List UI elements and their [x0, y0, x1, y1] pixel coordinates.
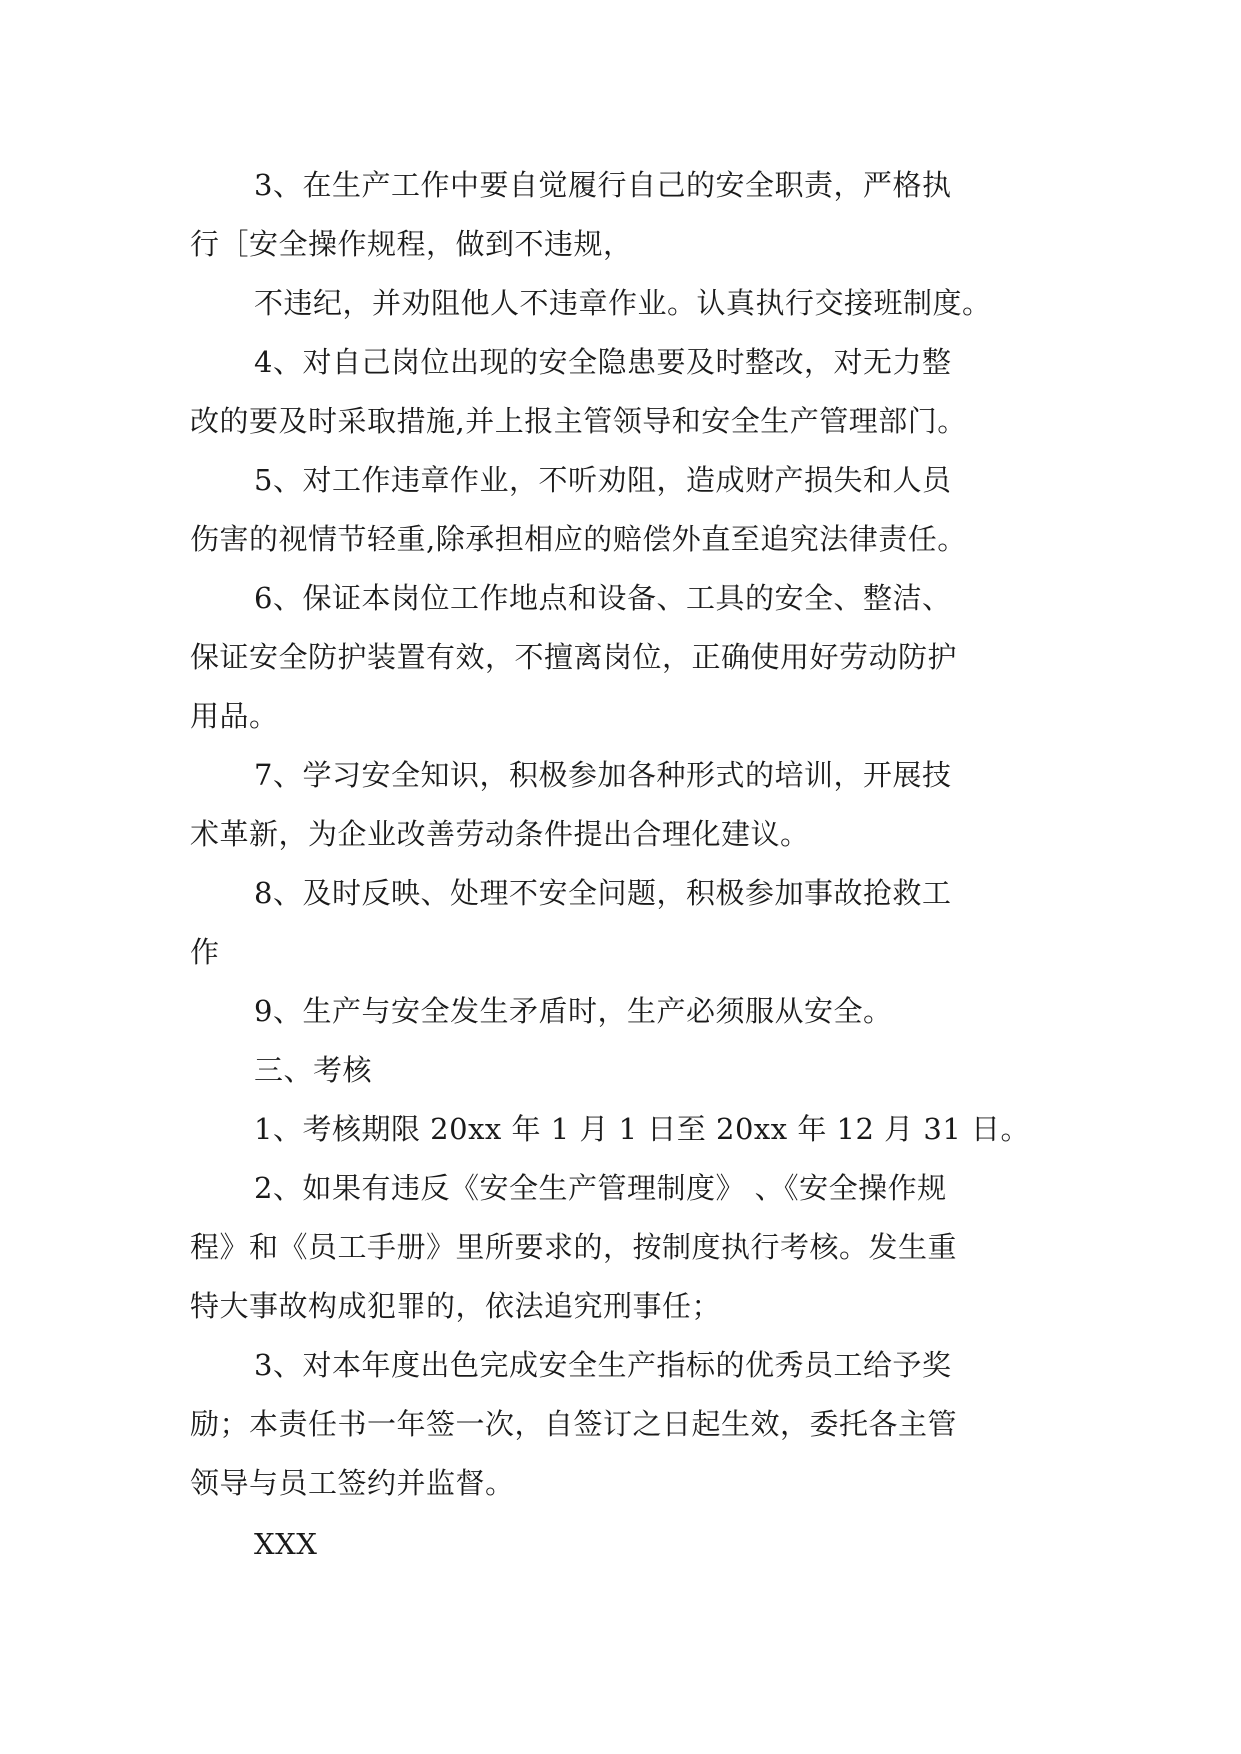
text-line-19: 程》和《员工手册》里所要求的，按制度执行考核。发生重	[190, 1230, 958, 1264]
text-line-23: 领导与员工签约并监督。	[190, 1466, 515, 1500]
text-line-4: 4、对自己岗位出现的安全隐患要及时整改，对无力整	[254, 345, 952, 379]
text-line-9: 保证安全防护装置有效，不擅离岗位，正确使用好劳动防护	[190, 640, 958, 674]
text-line-7: 伤害的视情节轻重,除承担相应的赔偿外直至追究法律责任。	[190, 522, 967, 556]
text-line-2: 行［安全操作规程，做到不违规，	[190, 227, 633, 261]
text-line-22: 励；本责任书一年签一次，自签订之日起生效，委托各主管	[190, 1407, 958, 1441]
text-line-12: 术革新，为企业改善劳动条件提出合理化建议。	[190, 817, 810, 851]
text-line-10: 用品。	[190, 699, 279, 733]
text-line-18: 2、如果有违反《安全生产管理制度》 、《安全操作规	[254, 1171, 947, 1205]
text-line-17: 1、考核期限 20xx 年 1 月 1 日至 20xx 年 12 月 31 日。	[254, 1112, 1030, 1146]
text-line-14: 作	[190, 935, 220, 969]
text-line-6: 5、对工作违章作业，不听劝阻，造成财产损失和人员	[254, 463, 952, 497]
text-line-21: 3、对本年度出色完成安全生产指标的优秀员工给予奖	[254, 1348, 952, 1382]
text-line-1: 3、在生产工作中要自觉履行自己的安全职责，严格执	[254, 168, 952, 202]
text-line-3: 不违纪，并劝阻他人不违章作业。认真执行交接班制度。	[254, 286, 992, 320]
text-line-20: 特大事故构成犯罪的，依法追究刑事任；	[190, 1289, 722, 1323]
text-line-13: 8、及时反映、处理不安全问题，积极参加事故抢救工	[254, 876, 952, 910]
text-line-11: 7、学习安全知识，积极参加各种形式的培训，开展技	[254, 758, 952, 792]
text-line-5: 改的要及时采取措施,并上报主管领导和安全生产管理部门。	[190, 404, 967, 438]
text-line-8: 6、保证本岗位工作地点和设备、工具的安全、整洁、	[254, 581, 952, 615]
signature-placeholder: XXX	[254, 1527, 318, 1561]
section-heading: 三、考核	[254, 1053, 373, 1087]
text-line-15: 9、生产与安全发生矛盾时，生产必须服从安全。	[254, 994, 893, 1028]
